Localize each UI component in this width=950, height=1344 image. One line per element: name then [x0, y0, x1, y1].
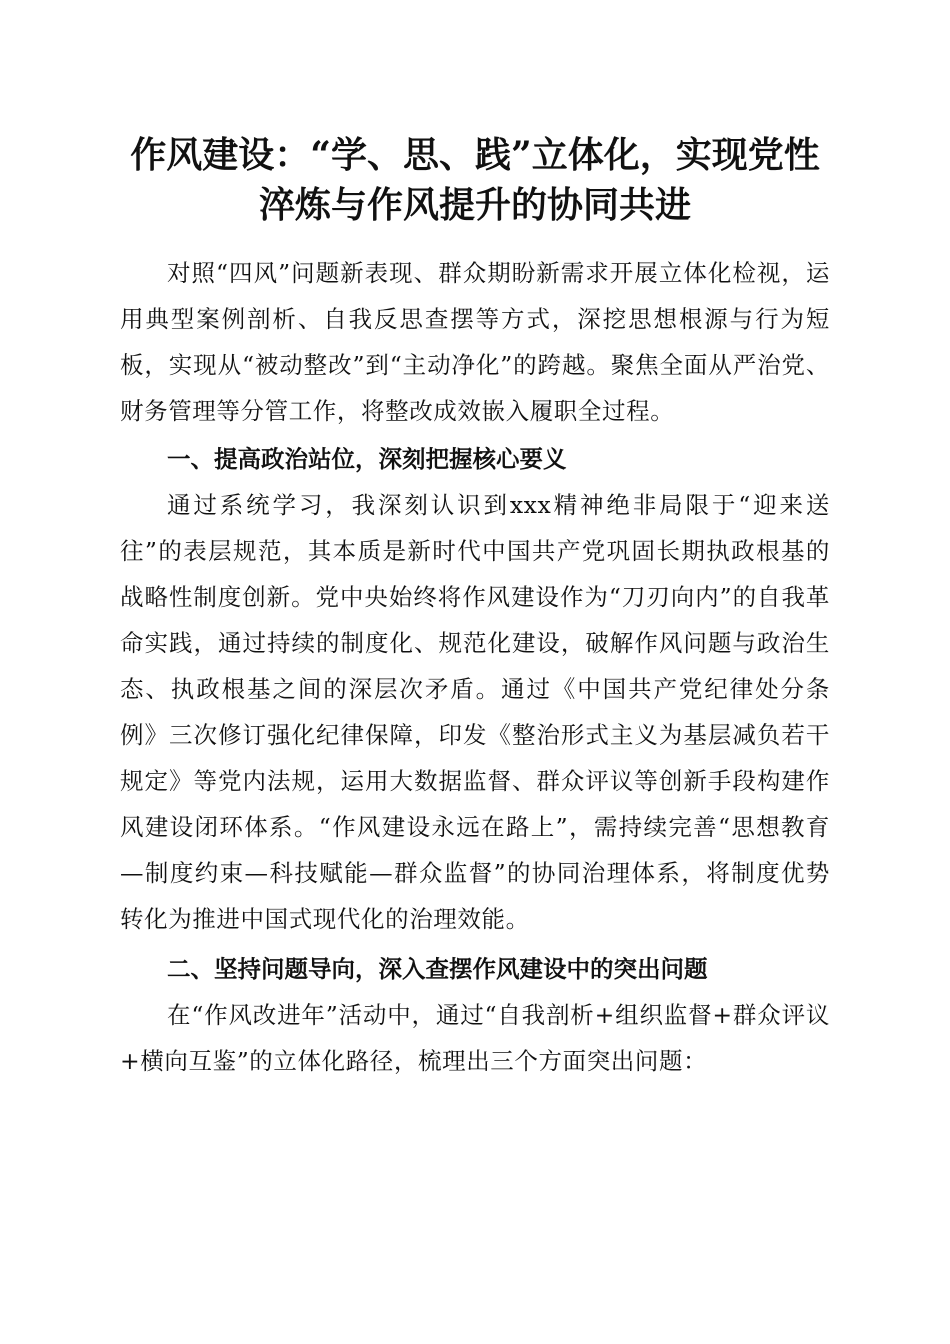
- section-2-paragraph: 在“作风改进年”活动中，通过“自我剖析+组织监督+群众评议+横向互鉴”的立体化路径，梳理出三个方面突出问题：: [120, 1001, 830, 1075]
- section-1-heading: 一、提高政治站位，深刻把握核心要义: [167, 445, 567, 473]
- document-body: [120, 250, 830, 1084]
- intro-paragraph: 对照“四风”问题新表现、群众期盼新需求开展立体化检视，运用典型案例剖析、自我反思查摆等方式，深挖思想根源与行为短板，实现从“被动整改”到“主动净化”的跨越。聚焦全面从严治党、财务管理等分管工作，将整改成效嵌入履职全过程。: [120, 259, 830, 425]
- section-2-heading: 二、坚持问题导向，深入查摆作风建设中的突出问题: [167, 955, 708, 983]
- document-title: [100, 130, 850, 230]
- section-1-paragraph: 通过系统学习，我深刻认识到xxx精神绝非局限于“迎来送往”的表层规范，其本质是新时代中国共产党巩固长期执政根基的战略性制度创新。党中央始终将作风建设作为“刀刃向内”的自我革命实践，通过持续的制度化、规范化建设，破解作风问题与政治生态、执政根基之间的深层次矛盾。通过《中国共产党纪律处分条例》三次修订强化纪律保障，印发《整治形式主义为基层减负若干规定》等党内法规，运用大数据监督、群众评议等创新手段构建作风建设闭环体系。“作风建设永远在路上”，需持续完善“思想教育—制度约束—科技赋能—群众监督”的协同治理体系，将制度优势转化为推进中国式现代化的治理效能。: [120, 491, 830, 933]
- title-line-2: 淬炼与作风提升的协同共进: [258, 184, 691, 226]
- title-line-1: 作风建设：“学、思、践”立体化，实现党性: [130, 134, 820, 176]
